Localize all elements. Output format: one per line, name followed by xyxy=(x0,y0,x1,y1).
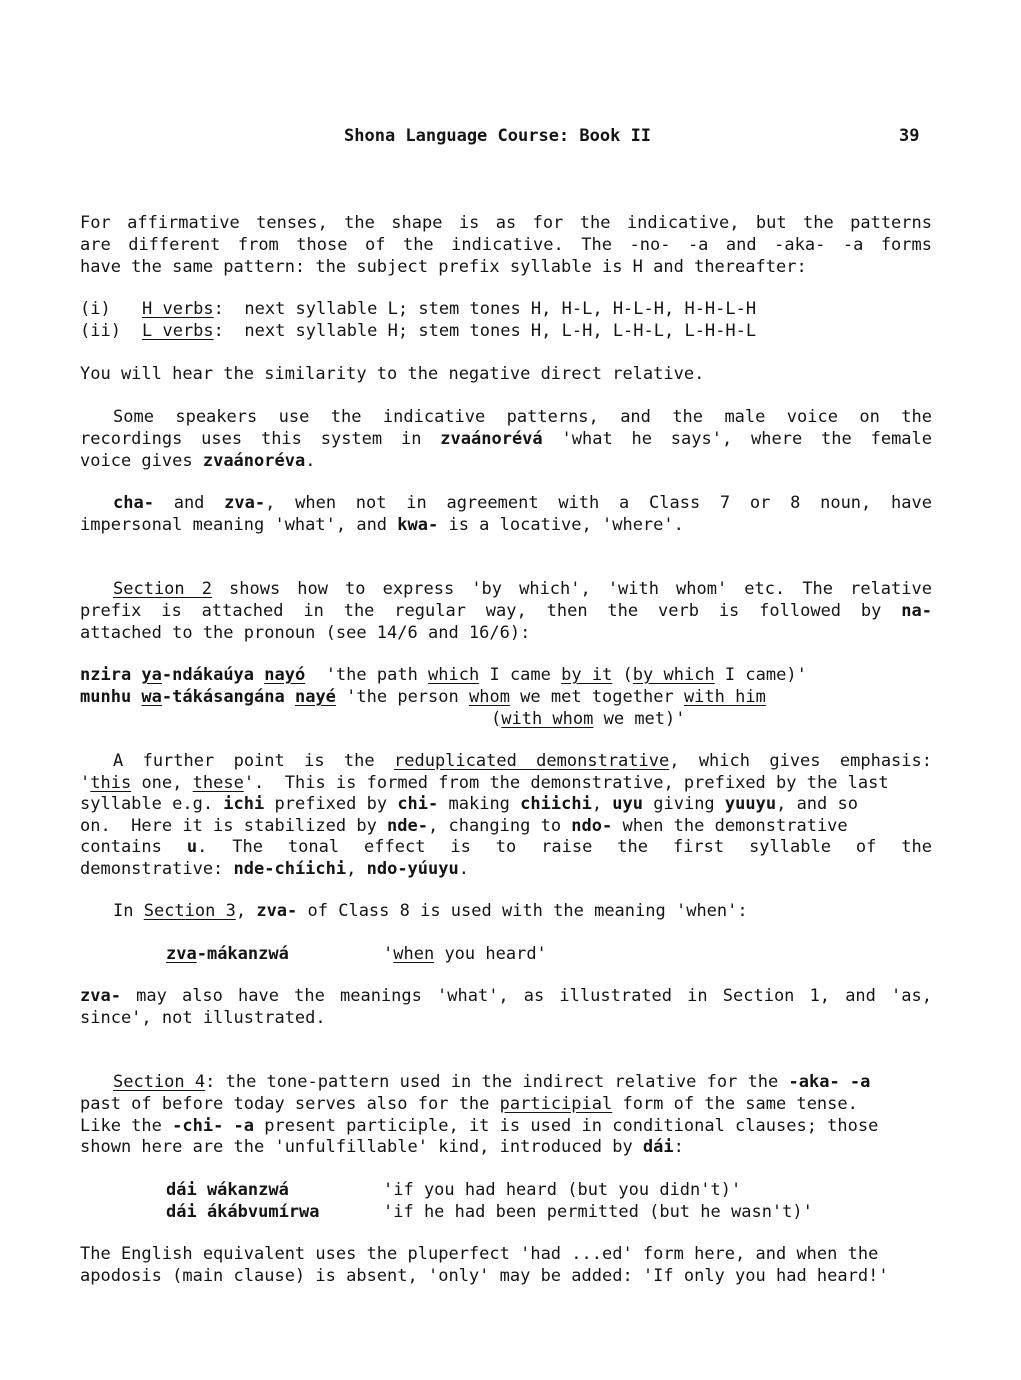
paragraph-line: In Section 3, zva- of Class 8 is used with the meaning 'when': xyxy=(113,901,748,921)
example-term: dái wákanzwá xyxy=(166,1180,289,1200)
paragraph-line: For affirmative tenses, the shape is as for the indicative, but the patterns xyxy=(80,213,932,233)
example-gloss: 'if he had been permitted (but he wasn't)' xyxy=(383,1202,813,1222)
example-line: nzira ya-ndákaúya nayó 'the path which I came by it (by which I came)' xyxy=(80,665,807,685)
paragraph-line: cha- and zva-, when not in agreement with a Class 7 or 8 noun, have xyxy=(113,493,932,513)
paragraph-line: syllable e.g. ichi prefixed by chi- making chiichi, uyu giving yuuyu, and so xyxy=(80,794,858,814)
paragraph-line: 'this one, these'. This is formed from the demonstrative, prefixed by the last xyxy=(80,773,889,793)
paragraph-line: prefix is attached in the regular way, then the verb is followed by na- xyxy=(80,601,932,621)
example-term: zva-mákanzwá xyxy=(166,944,289,964)
paragraph-line: Some speakers use the indicative patterns, and the male voice on the xyxy=(113,407,932,427)
paragraph-line: voice gives zvaánoréva. xyxy=(80,451,316,471)
section-4-link: Section 4 xyxy=(113,1072,206,1092)
example-gloss: 'if you had heard (but you didn't)' xyxy=(383,1180,742,1200)
paragraph-line: You will hear the similarity to the negative direct relative. xyxy=(80,364,705,384)
paragraph-line: have the same pattern: the subject prefix syllable is H and thereafter: xyxy=(80,257,807,277)
paragraph-line: demonstrative: nde-chíichi, ndo-yúuyu. xyxy=(80,859,469,879)
paragraph-line: impersonal meaning 'what', and kwa- is a locative, 'where'. xyxy=(80,515,684,535)
paragraph-line: past of before today serves also for the participial form of the same tense. xyxy=(80,1094,858,1114)
paragraph-line: contains u. The tonal effect is to raise the first syllable of the xyxy=(80,837,932,857)
paragraph-line: on. Here it is stabilized by nde-, changing to ndo- when the demonstrative xyxy=(80,816,848,836)
paragraph-line: recordings uses this system in zvaánorévá 'what he says', where the female xyxy=(80,429,933,449)
paragraph-line: The English equivalent uses the pluperfect 'had ...ed' form here, and when the xyxy=(80,1244,879,1264)
paragraph-line: are different from those of the indicative. The -no- -a and -aka- -a forms xyxy=(80,235,932,255)
paragraph-line: Section 4: the tone-pattern used in the indirect relative for the -aka- -a xyxy=(113,1072,871,1092)
paragraph-line: apodosis (main clause) is absent, 'only' may be added: 'If only you had heard!' xyxy=(80,1266,889,1286)
example-gloss: 'when you heard' xyxy=(383,944,547,964)
paragraph-line: attached to the pronoun (see 14/6 and 16/6): xyxy=(80,623,531,643)
example-line: (with whom we met)' xyxy=(491,709,686,729)
section-2-link: Section 2 xyxy=(113,579,212,599)
paragraph-line: Section 2 shows how to express 'by which', 'with whom' etc. The relative xyxy=(113,579,932,599)
paragraph-line: Like the -chi- -a present participle, it is used in conditional clauses; those xyxy=(80,1116,879,1136)
example-line: munhu wa-tákásangána nayé 'the person whom we met together with him xyxy=(80,687,766,707)
example-term: dái ákábvumírwa xyxy=(166,1202,320,1222)
page-header-title: Shona Language Course: Book II xyxy=(344,126,652,146)
verb-rule-item: (ii) L verbs: next syllable H; stem tones H, L-H, L-H-L, L-H-H-L xyxy=(80,321,757,341)
paragraph-line: shown here are the 'unfulfillable' kind, introduced by dái: xyxy=(80,1137,684,1157)
paragraph-line: A further point is the reduplicated demonstrative, which gives emphasis: xyxy=(113,751,932,771)
verb-rule-item: (i) H verbs: next syllable L; stem tones H, H-L, H-L-H, H-H-L-H xyxy=(80,299,757,319)
page-number: 39 xyxy=(899,126,920,146)
paragraph-line: since', not illustrated. xyxy=(80,1008,326,1028)
section-3-link: Section 3 xyxy=(143,901,236,921)
paragraph-line: zva- may also have the meanings 'what', as illustrated in Section 1, and 'as, xyxy=(80,986,932,1006)
